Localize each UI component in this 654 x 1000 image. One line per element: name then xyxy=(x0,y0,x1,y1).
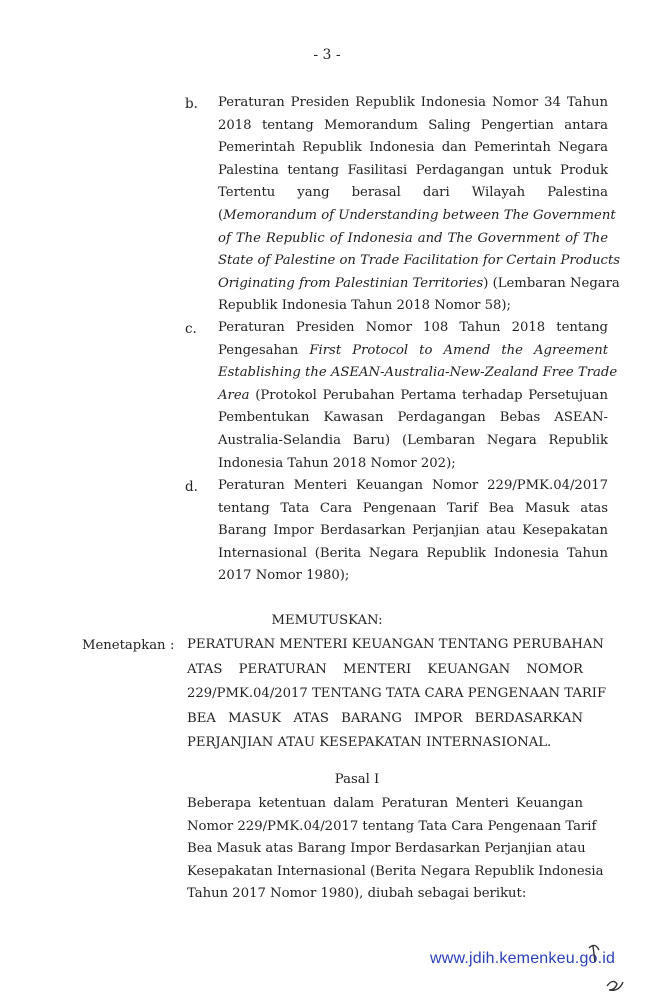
item-text-line xyxy=(218,569,608,582)
establish-label: Menetapkan xyxy=(82,638,166,653)
establish-line: PERATURAN MENTERI KEUANGAN TENTANG PERUBAHAN xyxy=(187,637,604,652)
item-text-line xyxy=(218,502,608,515)
item-text-line xyxy=(218,457,608,470)
establish-line: PERJANJIAN ATAU KESEPAKATAN INTERNASIONAL. xyxy=(187,735,552,750)
italic-text: Memorandum of Understanding between The Government xyxy=(223,208,616,223)
text: Pembentukan Kawasan Perdagangan Bebas ASEAN- xyxy=(218,410,608,426)
italic-text: First Protocol to Amend the Agreement xyxy=(309,342,608,358)
item-text-line xyxy=(218,547,608,560)
establish-line: BEA MASUK ATAS BARANG IMPOR BERDASARKAN xyxy=(187,710,583,726)
page-number: - 3 - xyxy=(313,47,341,63)
decision-heading: MEMUTUSKAN: xyxy=(271,613,383,628)
text: Peraturan Presiden Republik Indonesia Nomor 34 Tahun xyxy=(218,95,608,110)
text: Internasional (Berita Negara Republik Indonesia Tahun xyxy=(218,545,608,561)
item-text-line xyxy=(218,208,616,223)
text: ) (Lembaran Negara xyxy=(483,275,620,291)
text: Barang Impor Berdasarkan Perjanjian atau Kesepakatan xyxy=(218,523,608,539)
text: Pengesahan xyxy=(218,342,310,358)
text: 2018 tentang Memorandum Saling Pengertian antara xyxy=(218,117,608,133)
text: Republik Indonesia Tahun 2018 Nomor 58); xyxy=(218,298,511,314)
item-text-line xyxy=(218,411,608,424)
item-text-line xyxy=(218,321,608,334)
initial-signature xyxy=(585,940,625,1000)
article-line: Bea Masuk atas Barang Impor Berdasarkan Perjanjian atau xyxy=(187,841,586,856)
article-line: Kesepakatan Internasional (Berita Negara Republik Indonesia xyxy=(187,863,604,879)
item-text-line xyxy=(218,232,608,245)
item-text-line xyxy=(218,479,608,492)
item-text-line xyxy=(218,253,621,269)
text: Peraturan Presiden Nomor 108 Tahun 2018 tentang xyxy=(218,320,608,335)
text: Tertentu yang berasal dari Wilayah Palestina xyxy=(218,185,608,201)
article-line: Tahun 2017 Nomor 1980), diubah sebagai berikut: xyxy=(187,886,527,901)
article-line: Nomor 229/PMK.04/2017 tentang Tata Cara Pengenaan Tarif xyxy=(187,818,597,834)
item-text-line xyxy=(218,119,608,132)
text: Indonesia Tahun 2018 Nomor 202); xyxy=(218,455,456,471)
italic-text: Establishing the ASEAN-Australia-New-Zealand Free Trade xyxy=(218,365,618,381)
italic-text: Originating from Palestinian Territories xyxy=(218,275,484,291)
text: Peraturan Menteri Keuangan Nomor 229/PMK.04/2017 xyxy=(218,478,608,493)
text: tentang Tata Cara Pengenaan Tarif Bea Masuk atas xyxy=(218,500,608,516)
article-heading: Pasal I xyxy=(334,772,380,787)
item-letter: b. xyxy=(185,96,198,112)
text: Australia-Selandia Baru) (Lembaran Negara Republik xyxy=(218,433,608,448)
italic-text: of The Republic of Indonesia and The Government of The xyxy=(218,230,608,246)
item-text-line xyxy=(218,434,608,447)
text: 2017 Nomor 1980); xyxy=(218,568,350,584)
item-text-line xyxy=(218,344,608,357)
item-text-line xyxy=(218,275,620,291)
italic-text: State of Palestine on Trade Facilitation for Certain Products xyxy=(218,253,621,269)
text: (Protokol Perubahan Pertama terhadap Persetujuan xyxy=(249,387,608,403)
item-letter: c. xyxy=(185,321,197,337)
item-text-line xyxy=(218,389,608,402)
item-text-line xyxy=(218,96,608,109)
item-text-line xyxy=(218,141,608,154)
item-text-line xyxy=(218,186,608,199)
item-text-line xyxy=(218,299,608,312)
italic-text: Area xyxy=(218,387,250,403)
text: Pemerintah Republik Indonesia dan Pemerintah Negara xyxy=(218,140,608,156)
item-text-line xyxy=(218,164,608,177)
item-letter: d. xyxy=(185,479,198,495)
establish-line: ATAS PERATURAN MENTERI KEUANGAN NOMOR xyxy=(187,661,583,677)
item-text-line xyxy=(218,524,608,537)
text: ( xyxy=(218,208,224,223)
article-line: Beberapa ketentuan dalam Peraturan Menteri Keuangan xyxy=(187,796,583,811)
establish-line: 229/PMK.04/2017 TENTANG TATA CARA PENGENAAN TARIF xyxy=(187,686,607,701)
watermark-link[interactable]: www.jdih.kemenkeu.go.id xyxy=(430,950,616,967)
item-text-line xyxy=(218,365,618,381)
establish-colon: : xyxy=(170,638,175,653)
text: Palestina tentang Fasilitasi Perdagangan untuk Produk xyxy=(218,162,608,178)
